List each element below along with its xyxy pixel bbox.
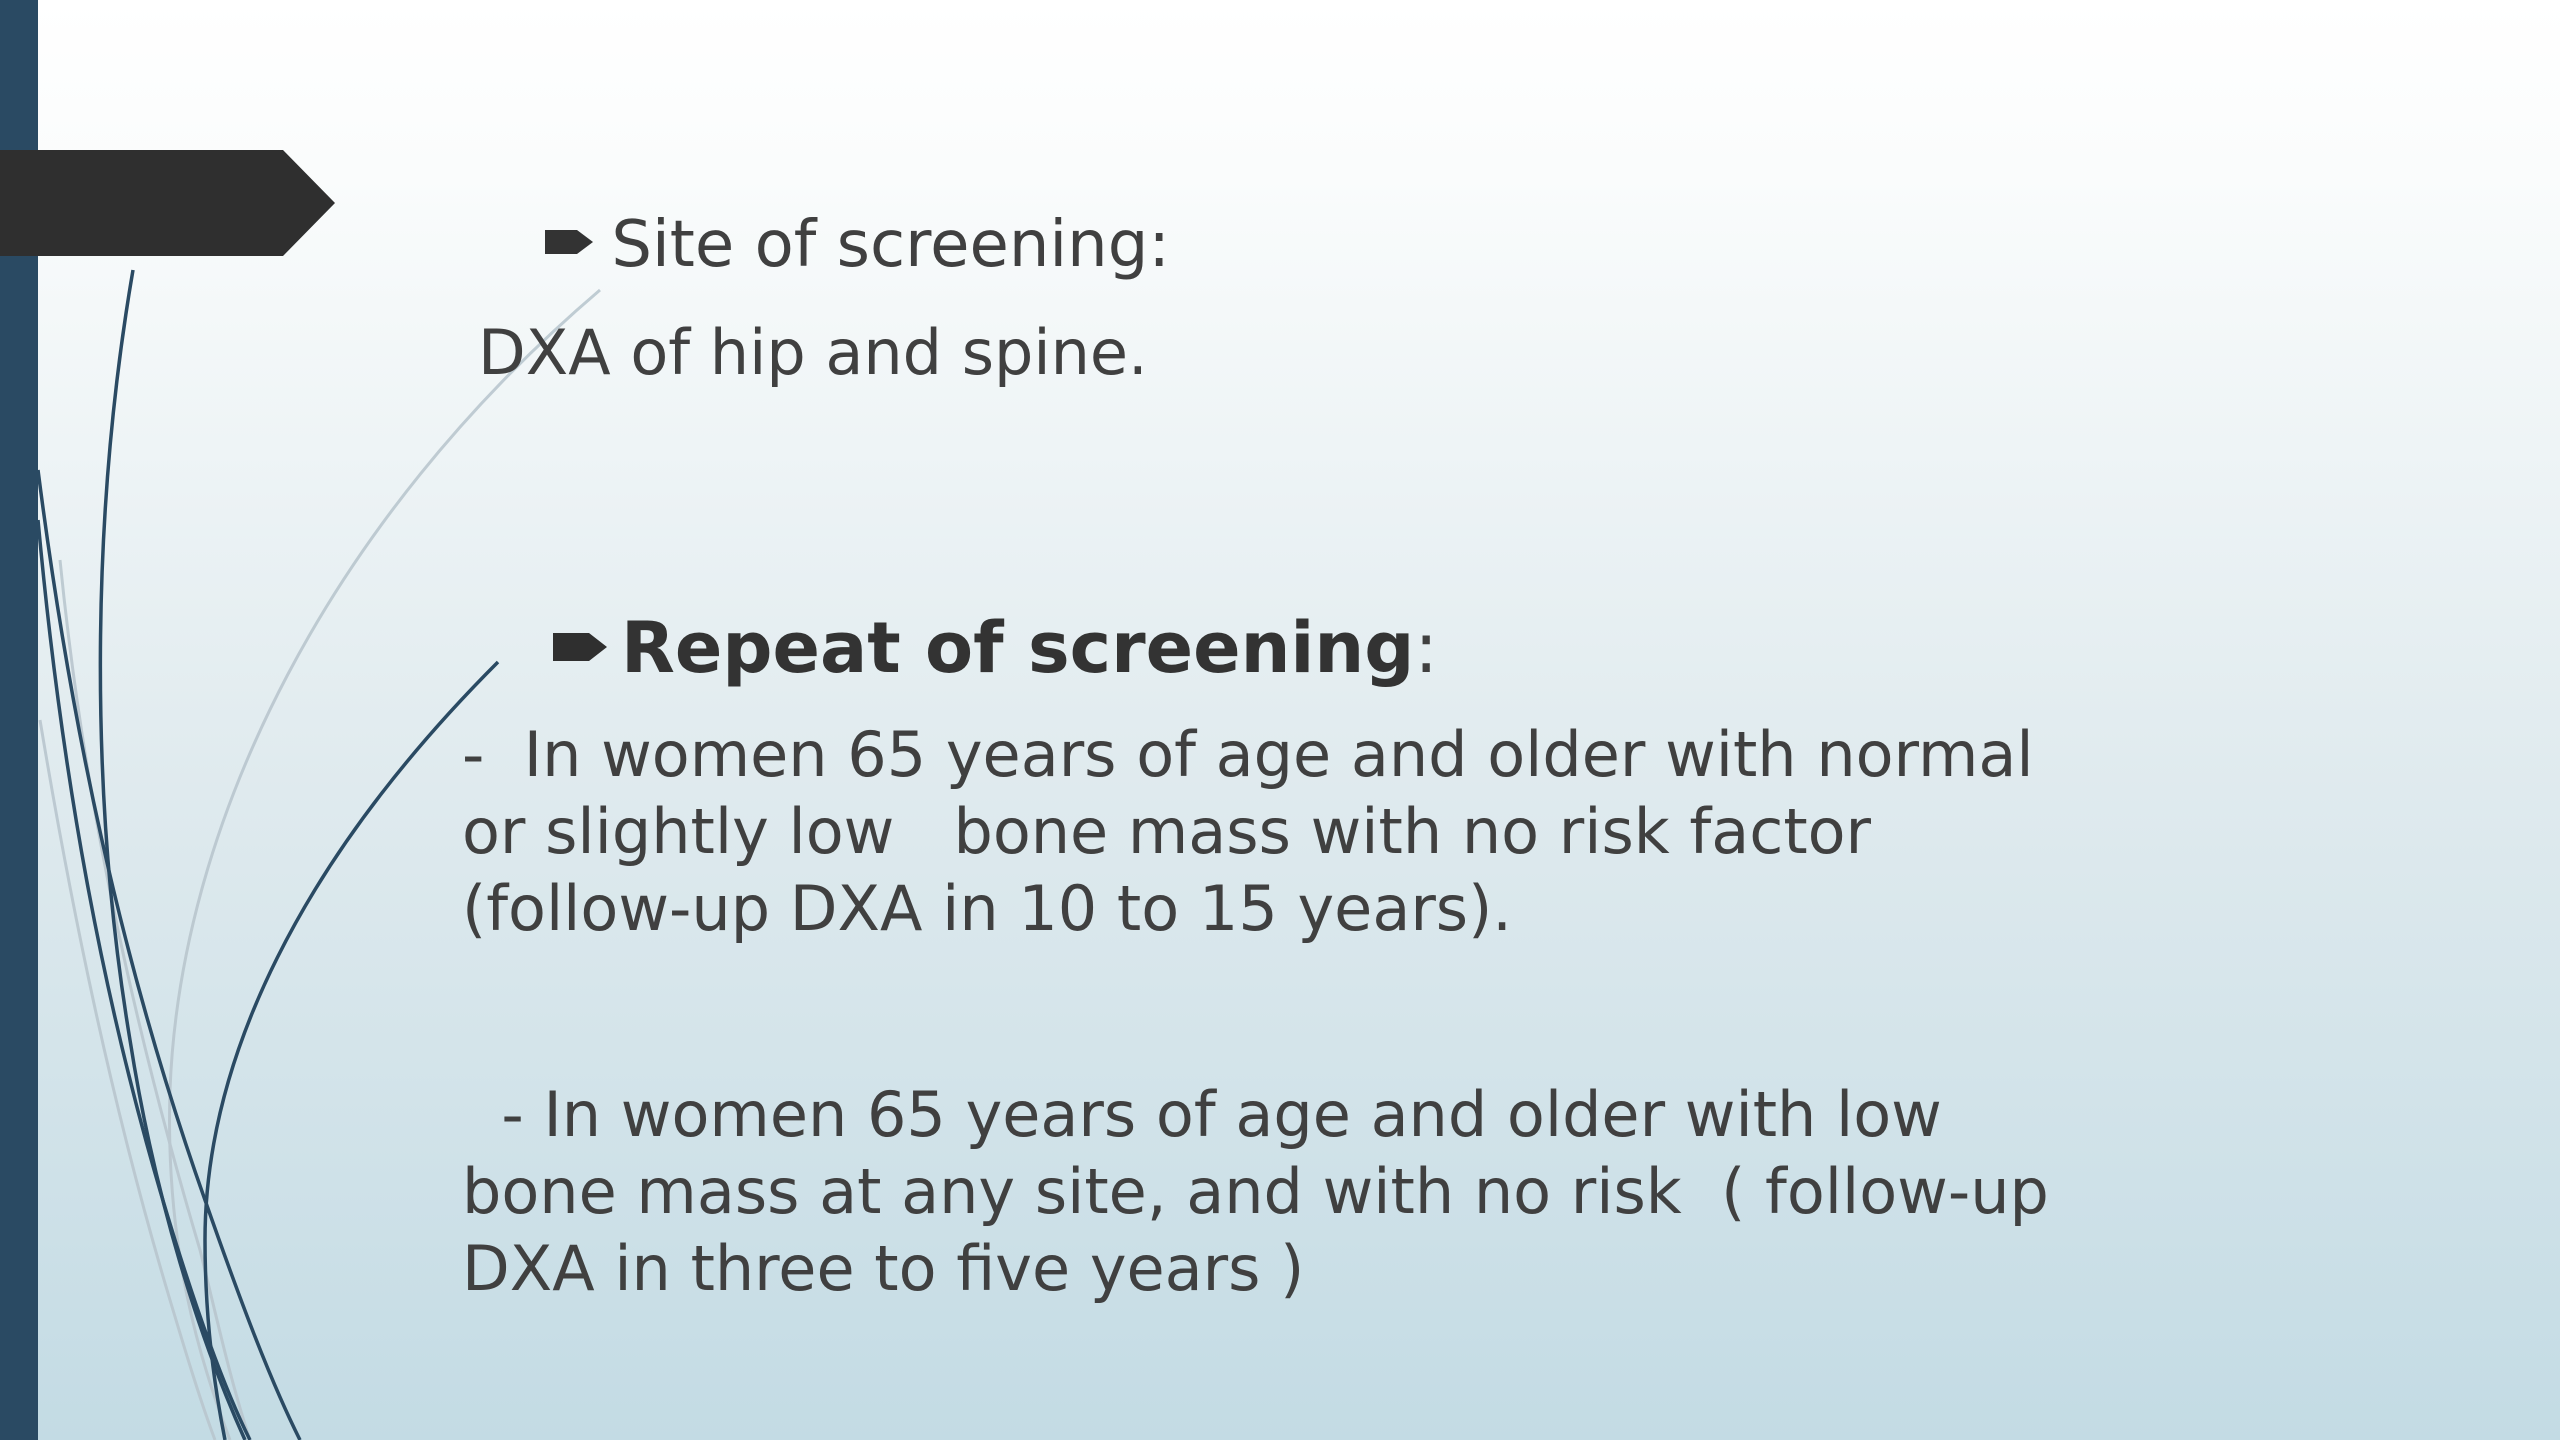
repeat-item-2-line-3: DXA in three to five years ) (462, 1232, 1305, 1305)
site-body-text: DXA of hip and spine. (478, 316, 1148, 389)
repeat-item-1-line-1: - In women 65 years of age and older with normal (462, 718, 2034, 791)
repeat-heading-label: Repeat of screening (621, 607, 1415, 689)
repeat-item-1-line-2: or slightly low bone mass with no risk factor (462, 795, 1872, 868)
repeat-item-1-line-3: (follow-up DXA in 10 to 15 years). (462, 872, 1513, 945)
site-heading-label: Site of screening: (611, 208, 1170, 282)
pointing-hand-icon (543, 224, 595, 260)
repeat-item-2-line-1: - In women 65 years of age and older with low (462, 1078, 1942, 1151)
repeat-heading-suffix: : (1414, 607, 1438, 689)
title-arrow-tab (0, 150, 335, 256)
repeat-item-2-line-2: bone mass at any site, and with no risk ( follow-up (462, 1155, 2049, 1228)
pointing-hand-icon (551, 627, 609, 667)
